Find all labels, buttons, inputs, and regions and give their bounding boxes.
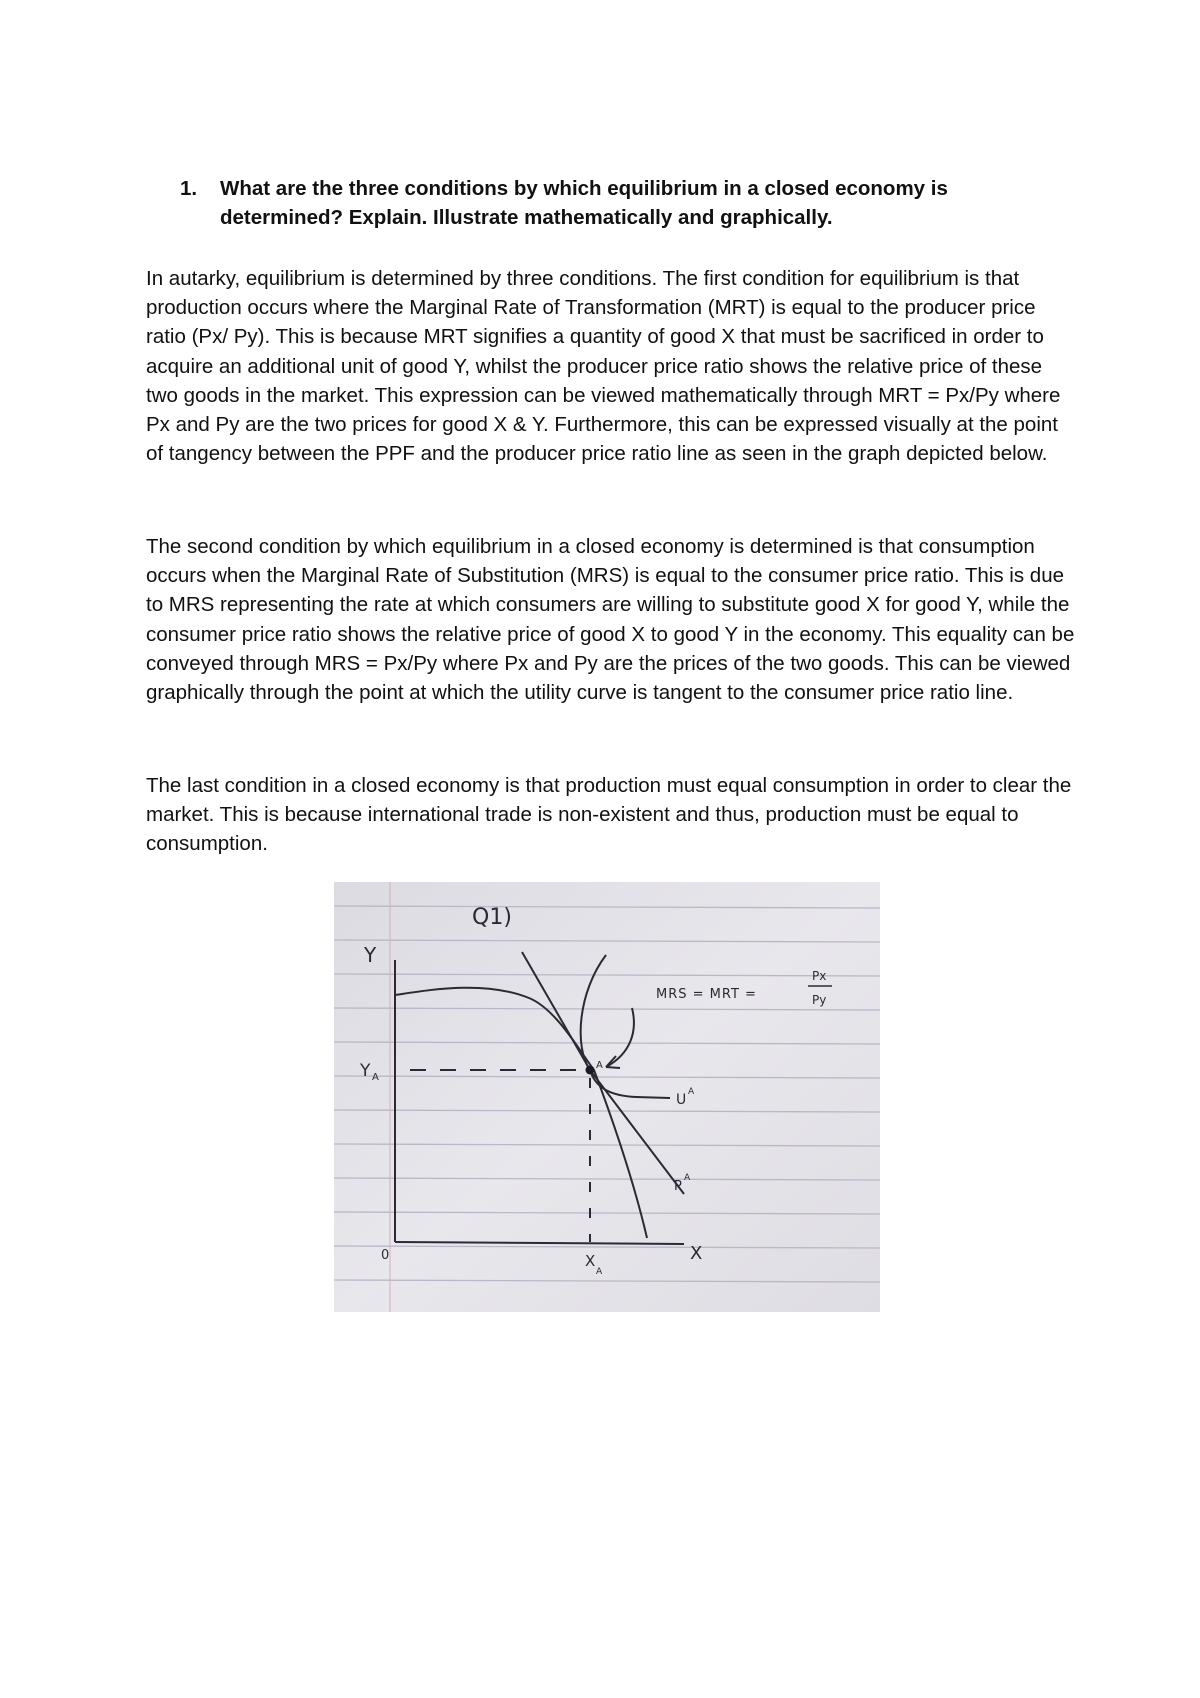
equilibrium-point	[586, 1066, 595, 1075]
x-axis-label: X	[690, 1243, 703, 1264]
xa-subscript: A	[596, 1267, 603, 1277]
ya-label: Y	[360, 1061, 371, 1081]
point-a-label: A	[596, 1060, 603, 1071]
utility-label: U	[676, 1092, 687, 1108]
utility-superscript: A	[688, 1087, 695, 1097]
handwritten-graph-photo	[334, 882, 880, 1312]
question-heading	[180, 174, 1040, 232]
question-text: What are the three conditions by which equilibrium in a closed economy is determined? Explain. Illustrate mathematically and graphically.	[220, 177, 948, 229]
fraction-numerator: Px	[812, 969, 827, 983]
sketch-title: Q1)	[472, 905, 512, 930]
question-number: 1.	[180, 177, 198, 200]
paragraph-second-condition: The second condition by which equilibrium in a closed economy is determined is that consumption occurs when the Marginal Rate of Substitution (MRS) is equal to the consumer price ratio. This is due to MRS representing the rate at which consumers are willing to substitute good X for good Y, while the consumer price ratio shows the relative price of good X to good Y in the economy. This equality can be conveyed through MRS = Px/Py where Px and Py are the prices of the two goods. This can be viewed graphically through the point at which the utility curve is tangent to the consumer price ratio line.	[146, 535, 1075, 705]
paragraph-first-condition: In autarky, equilibrium is determined by three conditions. The first condition for equilibrium is that production occurs where the Marginal Rate of Transformation (MRT) is equal to the producer price ratio (Px/ Py). This is because MRT signifies a quantity of good X that must be sacrificed in order to acquire an additional unit of good Y, whilst the producer price ratio shows the relative price of these two goods in the market. This expression can be viewed mathematically through MRT = Px/Py where Px and Py are the two prices for good X & Y. Furthermore, this can be expressed visually at the point of tangency between the PPF and the producer price ratio line as seen in the graph depicted below.	[146, 267, 1061, 466]
y-axis-label: Y	[364, 943, 377, 967]
xa-label: X	[585, 1252, 596, 1270]
price-line-label: P	[674, 1179, 682, 1194]
ya-subscript: A	[372, 1072, 379, 1083]
price-line-superscript: A	[684, 1173, 691, 1183]
graph-sketch	[334, 882, 880, 1312]
origin-label: 0	[381, 1248, 390, 1263]
paragraph-third-condition: The last condition in a closed economy is that production must equal consumption in order to clear the market. This is because international trade is non-existent and thus, production must be equal to consumption.	[146, 774, 1072, 856]
mrs-mrt-annotation: MRS = MRT =	[656, 987, 757, 1002]
fraction-denominator: Py	[812, 993, 827, 1007]
